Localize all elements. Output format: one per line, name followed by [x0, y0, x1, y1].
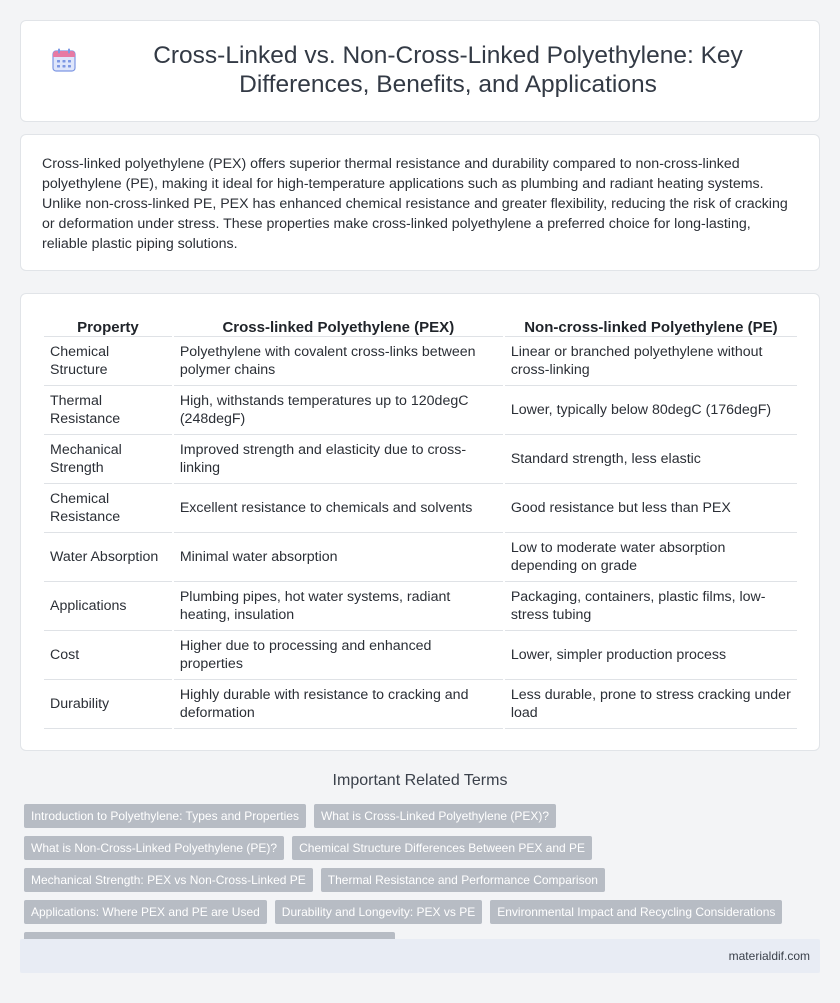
page-title: Cross-Linked vs. Non-Cross-Linked Polyethylene: Key Differences, Benefits, and Applications — [153, 42, 743, 98]
table-row — [44, 337, 797, 386]
row-property: Applications — [44, 582, 172, 631]
table-row — [44, 631, 797, 680]
row-pex-value: Highly durable with resistance to cracking and deformation — [174, 680, 503, 729]
related-term-tag[interactable]: Mechanical Strength: PEX vs Non-Cross-Linked PE — [24, 868, 313, 892]
related-terms-heading: Important Related Terms — [332, 772, 508, 789]
row-pe-value: Low to moderate water absorption depending on grade — [505, 533, 797, 582]
row-property: Chemical Structure — [44, 337, 172, 386]
calendar-icon — [51, 47, 77, 73]
table-row — [44, 386, 797, 435]
related-term-tag[interactable]: Thermal Resistance and Performance Comparison — [321, 868, 605, 892]
related-term-tag[interactable]: What is Non-Cross-Linked Polyethylene (PE)? — [24, 836, 284, 860]
row-pex-value: Minimal water absorption — [174, 533, 503, 582]
row-pex-value: Plumbing pipes, hot water systems, radiant heating, insulation — [174, 582, 503, 631]
row-property: Cost — [44, 631, 172, 680]
related-term-tag[interactable]: What is Cross-Linked Polyethylene (PEX)? — [314, 804, 556, 828]
table-row — [44, 533, 797, 582]
row-property: Thermal Resistance — [44, 386, 172, 435]
row-pe-value: Packaging, containers, plastic films, low-stress tubing — [505, 582, 797, 631]
row-property: Mechanical Strength — [44, 435, 172, 484]
comparison-table — [42, 315, 799, 729]
intro-paragraph: Cross-linked polyethylene (PEX) offers superior thermal resistance and durability compared to non-cross-linked polyethylene (PE), making it ideal for high-temperature applications such as plumbing and radiant heating systems. Unlike non-cross-linked PE, PEX has enhanced chemical resistance and greater flexibility, reducing the risk of cracking or deformation under stress. These properties make cross-linked polyethylene a preferred choice for long-lasting, reliable plastic piping solutions. — [42, 156, 788, 252]
row-pex-value: High, withstands temperatures up to 120degC (248degF) — [174, 386, 503, 435]
row-pe-value: Linear or branched polyethylene without cross-linking — [505, 337, 797, 386]
related-term-tag[interactable]: Durability and Longevity: PEX vs PE — [275, 900, 482, 924]
row-pe-value: Lower, typically below 80degC (176degF) — [505, 386, 797, 435]
row-pe-value: Standard strength, less elastic — [505, 435, 797, 484]
header-pe: Non-cross-linked Polyethylene (PE) — [505, 315, 797, 337]
row-pex-value: Improved strength and elasticity due to cross-linking — [174, 435, 503, 484]
row-pex-value: Higher due to processing and enhanced properties — [174, 631, 503, 680]
related-term-tag[interactable]: Environmental Impact and Recycling Considerations — [490, 900, 782, 924]
related-term-tag[interactable]: Introduction to Polyethylene: Types and Properties — [24, 804, 306, 828]
table-row — [44, 484, 797, 533]
site-link[interactable]: materialdif.com — [728, 949, 810, 963]
header-card — [20, 20, 820, 122]
table-row — [44, 680, 797, 729]
intro-card — [20, 134, 820, 271]
row-pe-value: Less durable, prone to stress cracking under load — [505, 680, 797, 729]
table-row — [44, 435, 797, 484]
header-pex: Cross-linked Polyethylene (PEX) — [174, 315, 503, 337]
row-pex-value: Polyethylene with covalent cross-links between polymer chains — [174, 337, 503, 386]
footer-bar — [20, 939, 820, 973]
row-property: Water Absorption — [44, 533, 172, 582]
related-terms-list — [24, 804, 824, 956]
header-property: Property — [44, 315, 172, 337]
related-term-tag[interactable]: Applications: Where PEX and PE are Used — [24, 900, 267, 924]
table-row — [44, 582, 797, 631]
row-pe-value: Lower, simpler production process — [505, 631, 797, 680]
row-pe-value: Good resistance but less than PEX — [505, 484, 797, 533]
row-property: Chemical Resistance — [44, 484, 172, 533]
comparison-table-card — [20, 293, 820, 751]
table-header-row — [44, 315, 797, 337]
row-property: Durability — [44, 680, 172, 729]
row-pex-value: Excellent resistance to chemicals and solvents — [174, 484, 503, 533]
related-term-tag[interactable]: Chemical Structure Differences Between PEX and PE — [292, 836, 592, 860]
